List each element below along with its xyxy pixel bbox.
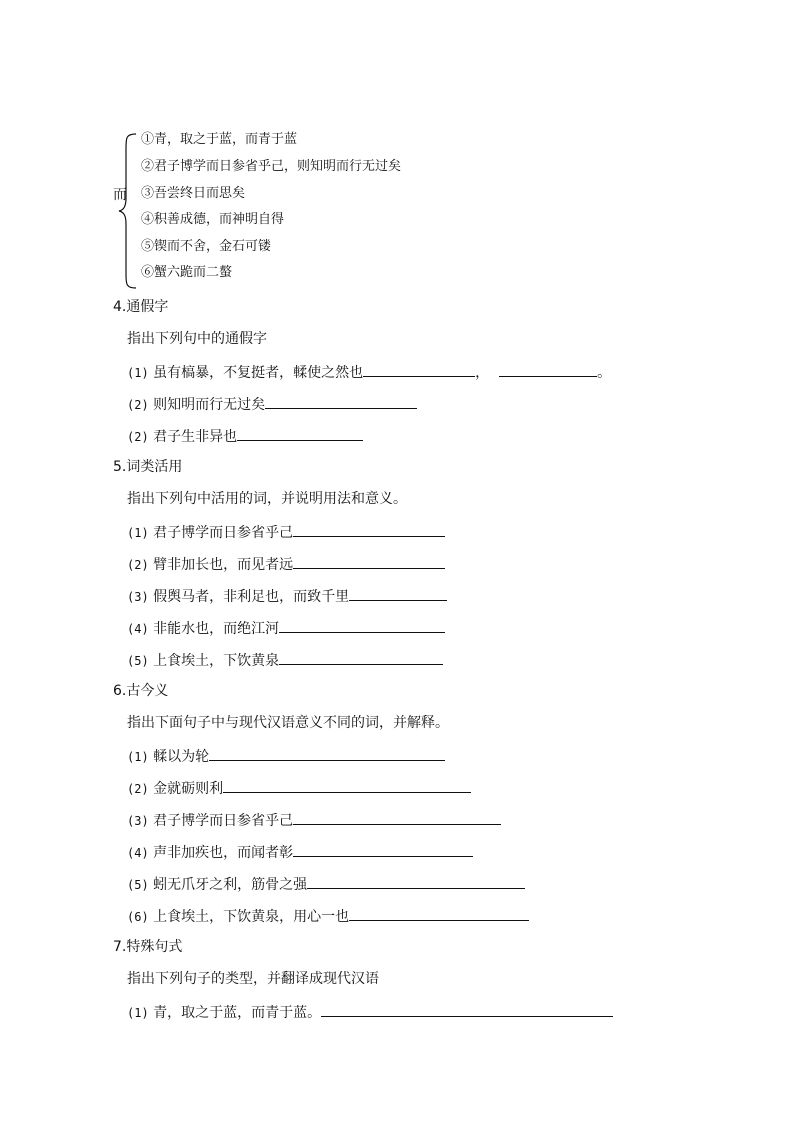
list-item [127,842,473,862]
answer-blank[interactable] [307,874,525,889]
er-line-3: ③吾尝终日而思矣 [141,186,246,201]
er-line-2: ②君子博学而日参省乎己，则知明而行无过矣 [141,159,402,174]
list-item [127,362,611,382]
er-line-4: ④积善成德，而神明自得 [141,212,285,227]
item-text: 君子生非异也 [153,429,238,445]
item-number: (2) [127,782,149,796]
item-number: (5) [127,654,149,668]
section-title-4: 4.通假字 [113,299,169,315]
list-item [127,906,529,926]
answer-blank[interactable] [265,394,417,409]
item-number: (6) [127,910,149,924]
item-text: 假舆马者，非利足也，而致千里 [153,589,350,605]
answer-blank[interactable] [293,810,501,825]
item-number: (4) [127,846,149,860]
left-brace-icon [118,132,138,290]
item-text: 君子博学而日参省乎己 [153,813,294,829]
list-item [127,874,525,894]
item-number: (1) [127,526,149,540]
item-number: (2) [127,430,149,444]
answer-blank[interactable] [279,650,443,665]
er-line-1: ①青，取之于蓝，而青于蓝 [141,132,298,147]
list-item [127,586,447,606]
item-separator: ， [475,365,490,381]
section-6-instruction: 指出下面句子中与现代汉语意义不同的词，并解释。 [127,715,449,731]
item-number: (2) [127,558,149,572]
section-5-instruction: 指出下列句中活用的词，并说明用法和意义。 [127,491,407,507]
item-text: 臂非加长也，而见者远 [153,557,294,573]
item-text: 虽有槁暴，不复挺者，輮使之然也 [153,365,364,381]
answer-blank[interactable] [293,842,473,857]
item-text: 则知明而行无过矣 [153,397,266,413]
section-4-instruction: 指出下列句中的通假字 [127,331,267,347]
item-text: 輮以为轮 [153,749,210,765]
section-title-5: 5.词类活用 [113,459,183,475]
list-item [127,426,363,446]
item-number: (1) [127,366,149,380]
answer-blank[interactable] [363,362,475,377]
section-title-7: 7.特殊句式 [113,939,183,955]
item-text: 声非加疾也，而闻者彰 [153,845,294,861]
item-text: 上食埃土，下饮黄泉，用心一也 [153,909,350,925]
list-item [127,522,445,542]
answer-blank[interactable] [279,618,445,633]
answer-blank[interactable] [223,778,471,793]
item-number: (1) [127,1006,149,1020]
list-item [127,778,471,798]
item-text: 君子博学而日参省乎己 [153,525,294,541]
list-item [127,618,445,638]
list-item [127,1002,613,1022]
item-text: 青，取之于蓝，而青于蓝。 [153,1005,322,1021]
section-7-instruction: 指出下列句子的类型，并翻译成现代汉语 [127,971,379,987]
item-number: (3) [127,814,149,828]
item-number: (2) [127,398,149,412]
answer-blank[interactable] [321,1002,613,1017]
item-text: 非能水也，而绝江河 [153,621,280,637]
item-number: (4) [127,622,149,636]
answer-blank[interactable] [499,362,597,377]
item-text: 蚓无爪牙之利，筋骨之强 [153,877,308,893]
list-item [127,394,417,414]
item-number: (1) [127,750,149,764]
list-item [127,650,443,670]
answer-blank[interactable] [293,522,445,537]
item-text: 金就砺则利 [153,781,224,797]
item-end-mark: 。 [597,365,612,381]
section-title-6: 6.古今义 [113,683,169,699]
list-item [127,810,501,830]
list-item [127,554,445,574]
item-text: 上食埃土，下饮黄泉 [153,653,280,669]
answer-blank[interactable] [209,746,445,761]
answer-blank[interactable] [293,554,445,569]
item-number: (5) [127,878,149,892]
er-line-6: ⑥蟹六跪而二螯 [141,265,233,280]
answer-blank[interactable] [349,586,447,601]
er-group-char: 而 [113,187,127,203]
item-number: (3) [127,590,149,604]
answer-blank[interactable] [349,906,529,921]
list-item [127,746,445,766]
er-line-5: ⑤锲而不舍，金石可镂 [141,239,272,254]
answer-blank[interactable] [237,426,363,441]
